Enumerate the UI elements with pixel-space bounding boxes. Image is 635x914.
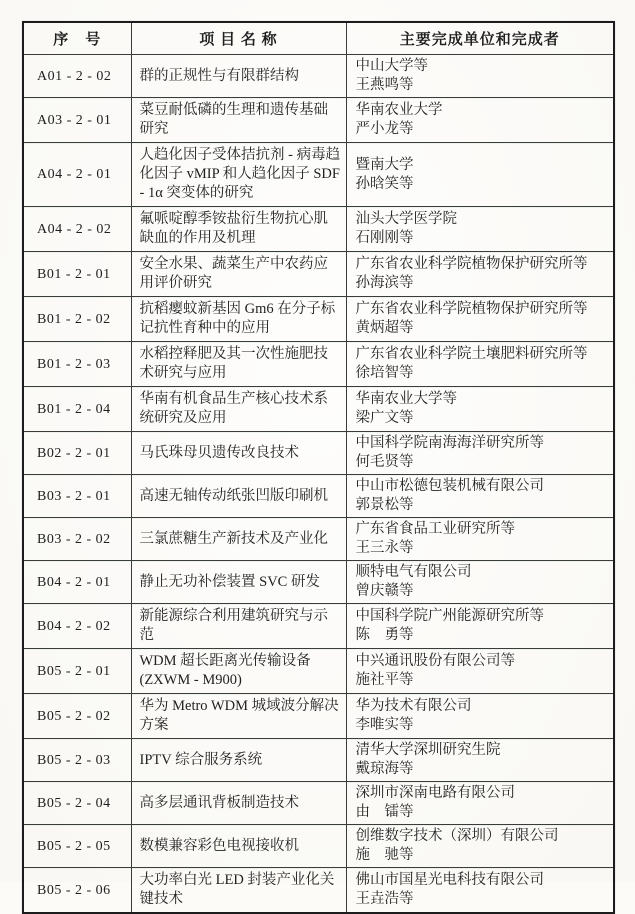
completer-name: 戴琼海等 [355, 761, 414, 777]
completer-name: 黄炳超等 [355, 320, 414, 336]
completion-unit-cell [346, 739, 614, 782]
completion-unit-cell [346, 649, 614, 694]
project-name-cell: 抗稻瘿蚊新基因 Gm6 在分子标记抗性育种中的应用 [131, 297, 346, 342]
table-row [23, 342, 614, 387]
table-row [23, 739, 614, 782]
serial-number-cell: B01 - 2 - 04 [23, 387, 131, 432]
table-row [23, 649, 614, 694]
serial-number-cell: B05 - 2 - 05 [23, 825, 131, 868]
project-name-cell: 华南有机食品生产核心技术系统研究及应用 [131, 387, 346, 432]
serial-number-cell: A03 - 2 - 01 [23, 98, 131, 143]
completion-unit-cell [346, 207, 614, 252]
project-name-cell: 华为 Metro WDM 城域波分解决方案 [131, 694, 346, 739]
unit-name: 广东省农业科学院土壤肥料研究所等 [355, 346, 588, 362]
table-row [23, 475, 614, 518]
completer-name: 郭景松等 [355, 497, 414, 513]
table-row [23, 518, 614, 561]
project-name-cell: IPTV 综合服务系统 [131, 739, 346, 782]
completer-name: 何毛贤等 [355, 454, 414, 470]
completion-unit-cell [346, 868, 614, 914]
table-row [23, 207, 614, 252]
project-name-cell: 马氏珠母贝遗传改良技术 [131, 432, 346, 475]
table-row [23, 387, 614, 432]
table-row [23, 432, 614, 475]
unit-name: 华南农业大学等 [355, 391, 457, 407]
serial-number-cell: B05 - 2 - 04 [23, 782, 131, 825]
unit-name: 中兴通讯股份有限公司等 [355, 653, 515, 669]
serial-number-cell: B05 - 2 - 02 [23, 694, 131, 739]
serial-number-cell: B05 - 2 - 06 [23, 868, 131, 914]
serial-number-cell: B04 - 2 - 02 [23, 604, 131, 649]
project-name-cell: 氟哌啶醇季铵盐衍生物抗心肌缺血的作用及机理 [131, 207, 346, 252]
project-name-cell: 新能源综合利用建筑研究与示范 [131, 604, 346, 649]
project-name-cell: 数模兼容彩色电视接收机 [131, 825, 346, 868]
project-name-cell: 菜豆耐低磷的生理和遗传基础研究 [131, 98, 346, 143]
table-row [23, 297, 614, 342]
table-row [23, 143, 614, 207]
completer-name: 王燕鸣等 [355, 77, 414, 93]
completer-name: 由 镭等 [355, 804, 414, 820]
project-name-cell: WDM 超长距离光传输设备(ZXWM - M900) [131, 649, 346, 694]
unit-name: 暨南大学 [355, 156, 414, 173]
completer-name: 梁广文等 [355, 410, 414, 426]
completer-name: 陈 勇等 [355, 627, 414, 643]
project-name-cell: 人趋化因子受体拮抗剂 - 病毒趋化因子 vMIP 和人趋化因子 SDF - 1α 突变体的研究 [131, 143, 346, 207]
serial-number-cell: A01 - 2 - 02 [23, 55, 131, 98]
table-row [23, 694, 614, 739]
completion-unit-cell [346, 98, 614, 143]
unit-name: 广东省农业科学院植物保护研究所等 [355, 301, 588, 317]
completer-name: 石刚刚等 [355, 230, 414, 246]
completion-unit-cell [346, 432, 614, 475]
serial-number-cell: B01 - 2 - 03 [23, 342, 131, 387]
completer-name: 王三永等 [355, 540, 414, 556]
completer-name: 孙晗笑等 [355, 175, 414, 192]
unit-name: 深圳市深南电路有限公司 [355, 785, 515, 801]
unit-name: 中国科学院广州能源研究所等 [355, 608, 544, 624]
table-row [23, 98, 614, 143]
completion-unit-cell [346, 604, 614, 649]
table-row [23, 868, 614, 914]
completion-unit-cell [346, 782, 614, 825]
table-row [23, 252, 614, 297]
unit-name: 中国科学院南海海洋研究所等 [355, 435, 544, 451]
completer-name: 施 驰等 [355, 847, 414, 863]
unit-name: 汕头大学医学院 [355, 211, 457, 227]
header-project-name: 项 目 名 称 [131, 22, 346, 55]
project-name-cell: 高多层通讯背板制造技术 [131, 782, 346, 825]
table-header-row [23, 22, 614, 55]
project-name-cell: 群的正规性与有限群结构 [131, 55, 346, 98]
unit-name: 广东省农业科学院植物保护研究所等 [355, 256, 588, 272]
unit-name: 中山大学等 [355, 58, 428, 74]
completion-unit-cell [346, 342, 614, 387]
serial-number-cell: B01 - 2 - 02 [23, 297, 131, 342]
unit-name: 华为技术有限公司 [355, 698, 472, 714]
serial-number-cell: B03 - 2 - 02 [23, 518, 131, 561]
unit-name: 中山市松德包装机械有限公司 [355, 478, 544, 494]
completion-unit-cell [346, 561, 614, 604]
unit-name: 华南农业大学 [355, 102, 443, 118]
completer-name: 严小龙等 [355, 121, 414, 137]
table-row [23, 561, 614, 604]
table-body [23, 55, 614, 914]
serial-number-cell: B04 - 2 - 01 [23, 561, 131, 604]
projects-table [22, 21, 615, 914]
completion-unit-cell [346, 387, 614, 432]
project-name-cell: 静止无功补偿装置 SVC 研发 [131, 561, 346, 604]
completer-name: 曾庆赣等 [355, 583, 414, 599]
unit-name: 创维数字技术（深圳）有限公司 [355, 828, 559, 844]
unit-name: 清华大学深圳研究生院 [355, 742, 501, 758]
completion-unit-cell [346, 55, 614, 98]
completion-unit-cell [346, 297, 614, 342]
completion-unit-cell [346, 143, 614, 207]
unit-name: 佛山市国星光电科技有限公司 [355, 872, 544, 888]
completer-name: 李唯实等 [355, 717, 414, 733]
completion-unit-cell [346, 825, 614, 868]
serial-number-cell: B01 - 2 - 01 [23, 252, 131, 297]
serial-number-cell: A04 - 2 - 01 [23, 143, 131, 207]
table-row [23, 55, 614, 98]
completer-name: 王垚浩等 [355, 891, 414, 907]
project-name-cell: 安全水果、蔬菜生产中农药应用评价研究 [131, 252, 346, 297]
table-row [23, 604, 614, 649]
serial-number-cell: B03 - 2 - 01 [23, 475, 131, 518]
header-completion-unit: 主要完成单位和完成者 [346, 22, 614, 55]
completer-name: 徐培智等 [355, 365, 414, 381]
completion-unit-cell [346, 694, 614, 739]
project-name-cell: 水稻控释肥及其一次性施肥技术研究与应用 [131, 342, 346, 387]
completer-name: 施社平等 [355, 672, 414, 688]
project-name-cell: 三氯蔗糖生产新技术及产业化 [131, 518, 346, 561]
unit-name: 顺特电气有限公司 [355, 564, 472, 580]
serial-number-cell: B05 - 2 - 01 [23, 649, 131, 694]
unit-name: 广东省食品工业研究所等 [355, 521, 515, 537]
table-row [23, 782, 614, 825]
completion-unit-cell [346, 252, 614, 297]
completion-unit-cell [346, 475, 614, 518]
serial-number-cell: B02 - 2 - 01 [23, 432, 131, 475]
table-row [23, 825, 614, 868]
serial-number-cell: A04 - 2 - 02 [23, 207, 131, 252]
project-name-cell: 大功率白光 LED 封装产业化关键技术 [131, 868, 346, 914]
header-serial-number: 序 号 [23, 22, 131, 55]
serial-number-cell: B05 - 2 - 03 [23, 739, 131, 782]
completer-name: 孙海滨等 [355, 275, 414, 291]
project-name-cell: 高速无轴传动纸张凹版印刷机 [131, 475, 346, 518]
completion-unit-cell [346, 518, 614, 561]
